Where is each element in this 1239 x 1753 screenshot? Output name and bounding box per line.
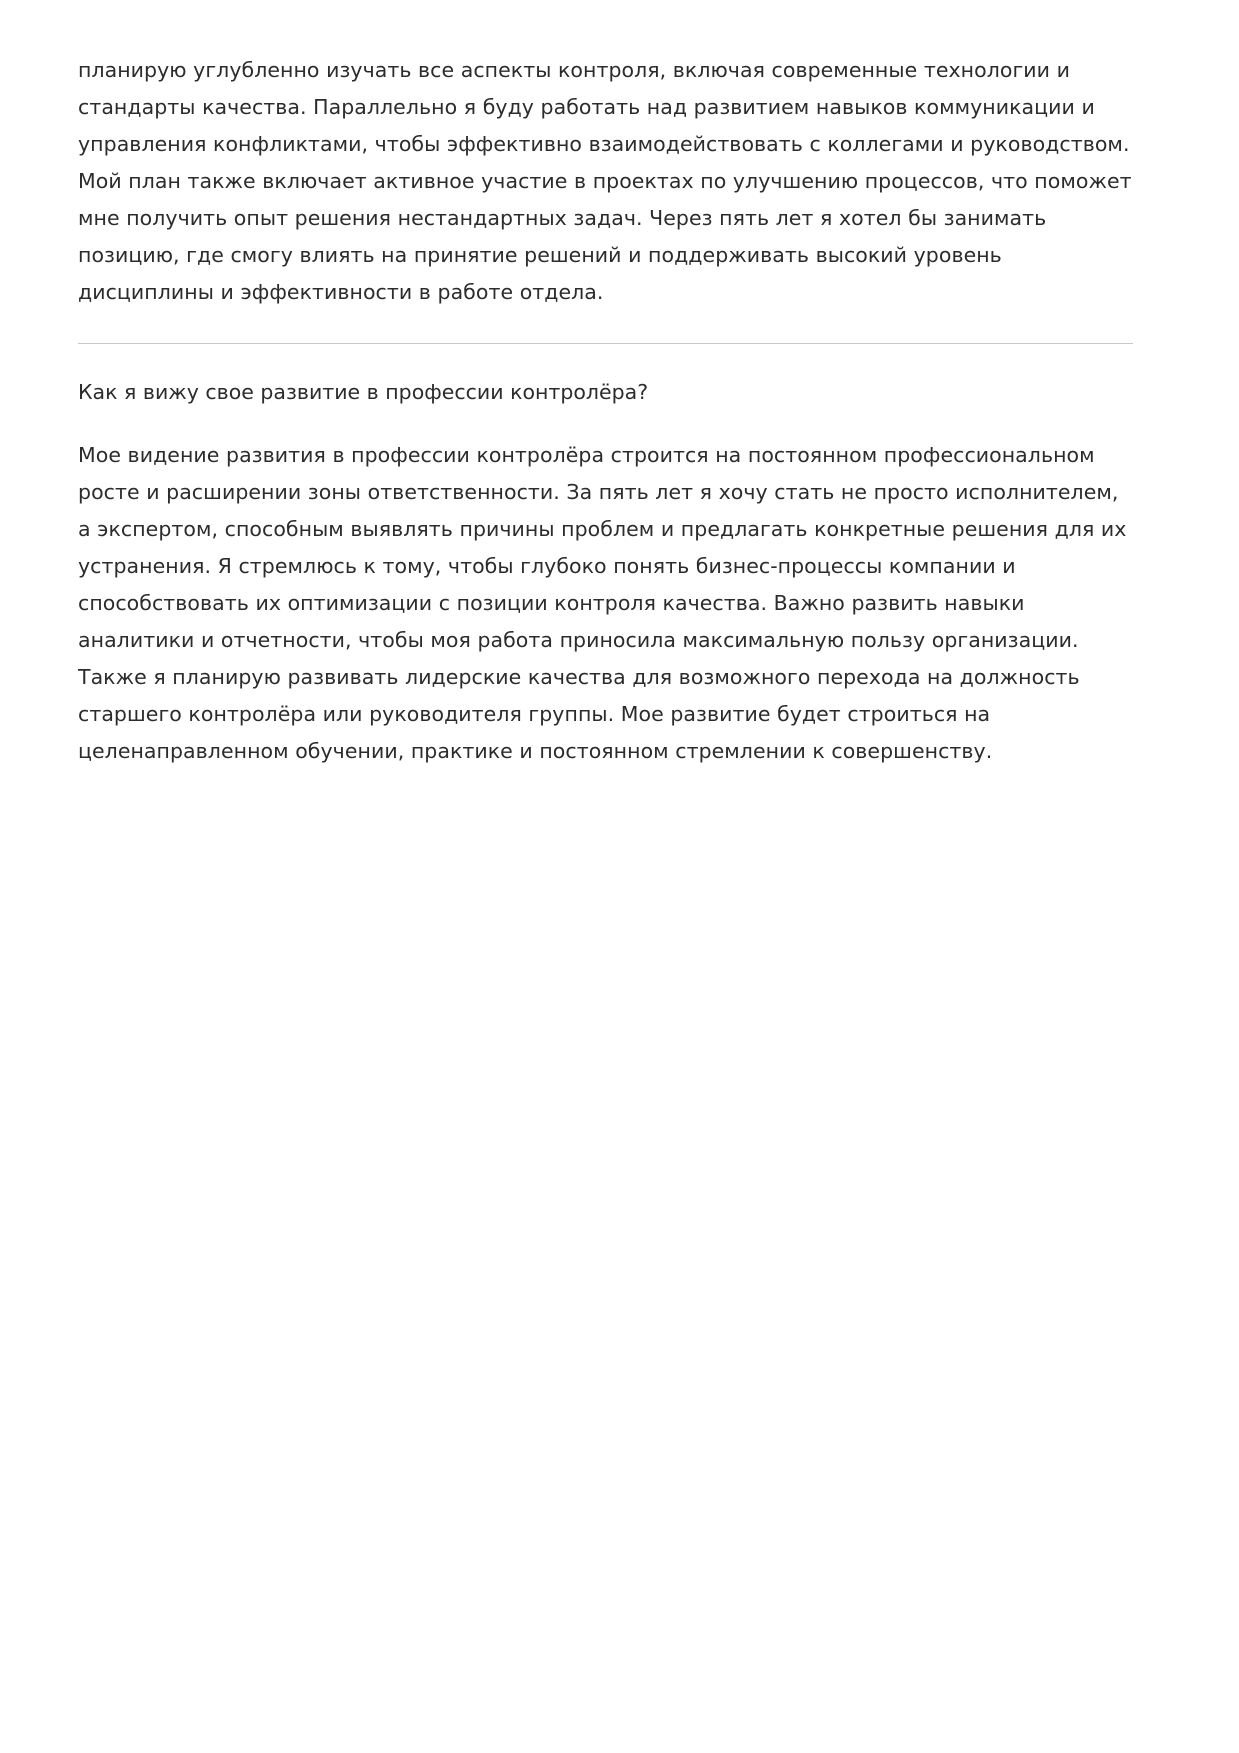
paragraph-career-plan: планирую углубленно изучать все аспекты контроля, включая современные технологии и стандарты качества. Параллельно я буду работать над развитием навыков коммуникации и управления конфликтами, чтобы эффективно взаимодействовать с коллегами и руководством. Мой план также включает активное участие в проектах по улучшению процессов, что поможет мне получить опыт решения нестандартных задач. Через пять лет я хотел бы занимать позицию, где смогу влиять на принятие решений и поддерживать высокий уровень дисциплины и эффективности в работе отдела. (78, 58, 1132, 304)
section-divider (78, 343, 1133, 344)
paragraph-professional-vision: Мое видение развития в профессии контролёра строится на постоянном профессиональном росте и расширении зоны ответственности. За пять лет я хочу стать не просто исполнителем, а экспертом, способным выявлять причины проблем и предлагать конкретные решения для их устранения. Я стремлюсь к тому, чтобы глубоко понять бизнес-процессы компании и способствовать их оптимизации с позиции контроля качества. Важно развить навыки аналитики и отчетности, чтобы моя работа приносила максимальную пользу организации. Также я планирую развивать лидерские качества для возможного перехода на должность старшего контролёра или руководителя группы. Мое развитие будет строиться на целенаправленном обучении, практике и постоянном стремлении к совершенству. (78, 443, 1127, 763)
question-heading: Как я вижу свое развитие в профессии контролёра? (78, 380, 649, 404)
document-body (78, 52, 1133, 770)
